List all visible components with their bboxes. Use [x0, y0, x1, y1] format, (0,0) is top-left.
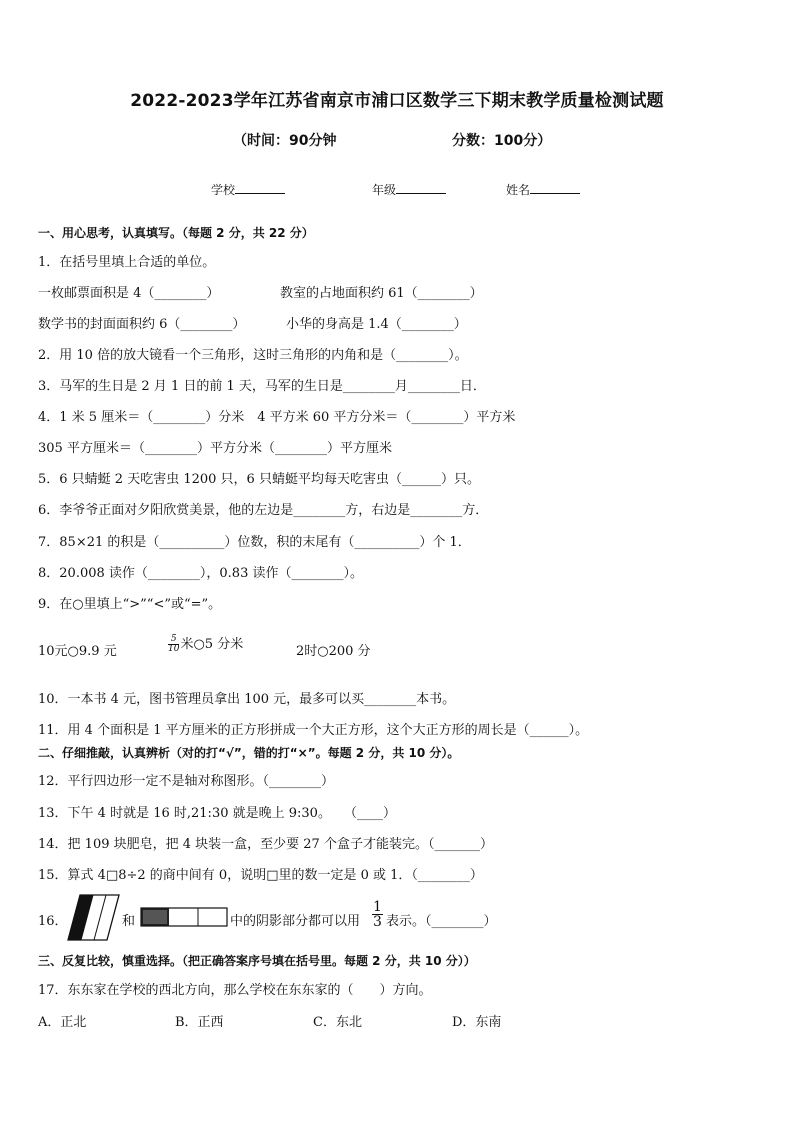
fraction-1-3: [372, 900, 383, 929]
q9-stem: 9．在○里填上“>”“<”或“=”。: [38, 597, 222, 612]
rectangle-bar-figure: [140, 907, 228, 927]
q1-item-a: 一枚邮票面积是 4（________）: [38, 286, 220, 301]
q5: 5．6 只蜻蜓 2 天吃害虫 1200 只，6 只蜻蜓平均每天吃害虫（______）只。: [38, 472, 480, 487]
q17-stem: 17．东东家在学校的西北方向，那么学校在东东家的（ ）方向。: [38, 983, 432, 998]
q16-fraction: [370, 900, 385, 929]
q2: 2．用 10 倍的放大镜看一个三角形，这时三角形的内角和是（________）。: [38, 348, 468, 363]
q4-line-b: 305 平方厘米＝（________）平方分米（________）平方厘米: [38, 441, 392, 456]
school-blank: [235, 181, 285, 194]
name-field: [506, 181, 580, 198]
q17-option-d: D．东南: [452, 1015, 502, 1030]
q16-and: 和: [122, 914, 136, 929]
q7: 7．85×21 的积是（__________）位数，积的末尾有（__________）个 1．: [38, 535, 471, 550]
page-title: 2022-2023学年江苏省南京市浦口区数学三下期末教学质量检测试题: [130, 91, 664, 111]
q1-item-b: 教室的占地面积约 61（________）: [280, 286, 483, 301]
fraction-denominator: 3: [373, 914, 382, 930]
q16-tail: 表示。（________）: [386, 914, 497, 929]
q1-item-c: 数学书的封面面积约 6（________）: [38, 317, 246, 332]
section-3-heading: 三、反复比较，慎重选择。（把正确答案序号填在括号里。每题 2 分，共 10 分））: [38, 954, 476, 968]
q9-item-b-text: 米○5 分米: [180, 637, 244, 652]
grade-field: [372, 181, 446, 198]
name-label: 姓名: [506, 183, 531, 197]
fraction-numerator: 1: [373, 899, 382, 915]
grade-label: 年级: [372, 183, 397, 197]
q8: 8．20.008 读作（________），0.83 读作（________）。: [38, 566, 363, 581]
q6: 6．李爷爷正面对夕阳欣赏美景，他的左边是________方，右边是________方．: [38, 503, 489, 518]
school-field: [211, 181, 285, 198]
exam-time: （时间：90分钟: [233, 133, 337, 149]
fraction-numerator: 5: [168, 635, 179, 645]
q12: 12．平行四边形一定不是轴对称图形。（________）: [38, 774, 335, 789]
q1-stem: 1．在括号里填上合适的单位。: [38, 255, 216, 270]
q15: 15．算式 4□8÷2 的商中间有 0，说明□里的数一定是 0 或 1．（________）: [38, 868, 483, 883]
q10: 10．一本书 4 元，图书管理员拿出 100 元，最多可以买________本书。: [38, 692, 456, 707]
grade-blank: [396, 181, 446, 194]
q1-item-d: 小华的身高是 1.4（________）: [286, 317, 467, 332]
q4-line-a: 4．1 米 5 厘米＝（________）分米 4 平方米 60 平方分米＝（________）平方米: [38, 410, 516, 425]
q9-item-c: 2时○200 分: [296, 644, 371, 659]
q9-item-a: 10元○9.9 元: [38, 644, 117, 659]
section-1-heading: 一、用心思考，认真填写。（每题 2 分，共 22 分）: [38, 226, 314, 240]
q17-option-c: C．东北: [313, 1015, 362, 1030]
q14: 14．把 109 块肥皂，把 4 块装一盒，至少要 27 个盒子才能装完。（_______）: [38, 837, 493, 852]
q11: 11．用 4 个面积是 1 平方厘米的正方形拼成一个大正方形，这个大正方形的周长是（______）。: [38, 723, 589, 738]
parallelogram-figure: [66, 894, 120, 942]
fraction-5-10: [168, 635, 179, 654]
school-label: 学校: [211, 183, 236, 197]
section-2-heading: 二、仔细推敲，认真辨析（对的打“√”，错的打“×”。每题 2 分，共 10 分）。: [38, 746, 460, 760]
name-blank: [530, 181, 580, 194]
q13: 13．下午 4 时就是 16 时,21:30 就是晚上 9:30。 （____）: [38, 806, 396, 821]
q9-item-b: [167, 633, 243, 654]
exam-score: 分数：100分）: [452, 133, 552, 149]
q3: 3．马军的生日是 2 月 1 日的前 1 天，马军的生日是________月________日．: [38, 379, 486, 394]
q17-option-b: B．正西: [175, 1015, 224, 1030]
fraction-denominator: 10: [168, 644, 180, 654]
q16-number: 16．: [38, 914, 68, 929]
q16-middle: 中的阴影部分都可以用: [230, 914, 361, 929]
q17-option-a: A．正北: [38, 1015, 87, 1030]
